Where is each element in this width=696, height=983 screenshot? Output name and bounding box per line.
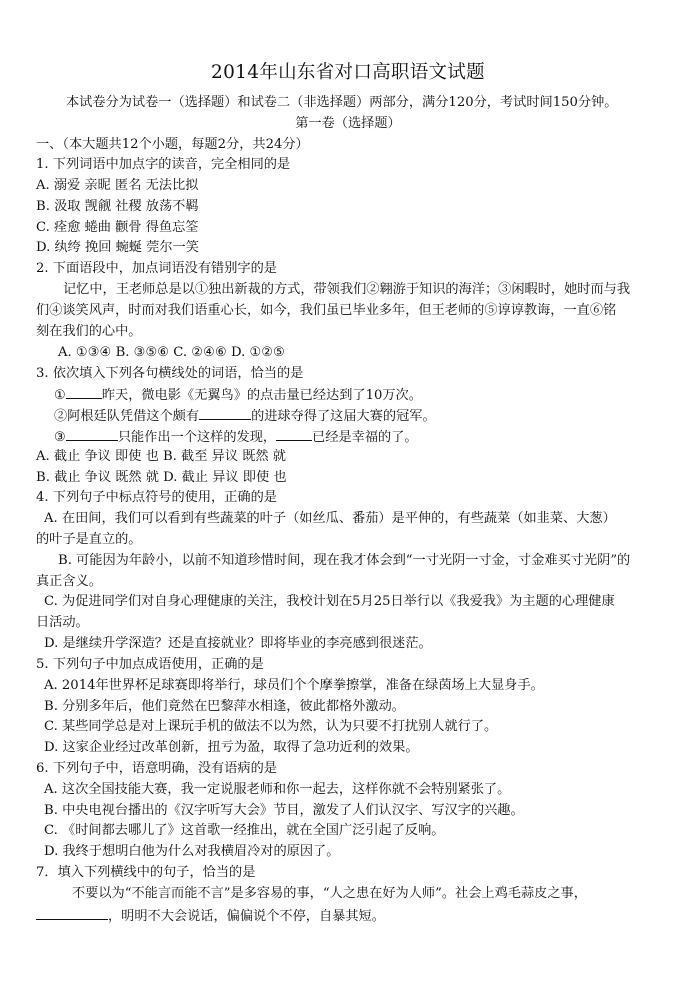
q3-options-cd: B. 截止 争议 既然 就 D. 截止 异议 即使 也: [36, 470, 287, 485]
q1-option-c: C. 痊愈 蜷曲 颧骨 得鱼忘筌: [36, 220, 199, 235]
answer-blank: [199, 405, 251, 420]
q6-option-d: D. 我终于想明白他为什么对我横眉冷对的原因了。: [44, 844, 340, 859]
q3-sentence-2: [54, 405, 436, 425]
answer-blank: [276, 426, 312, 441]
answer-blank: [66, 384, 102, 399]
q1-option-d: D. 纨绔 挽回 蜿蜒 莞尔一笑: [36, 240, 199, 255]
q7-stem: 7．填入下列横线中的句子，恰当的是: [36, 865, 256, 880]
page-title: 2014年山东省对口高职语文试题: [211, 62, 485, 83]
q3-s2-text-b: 的进球夺得了这届大赛的冠军。: [251, 409, 436, 424]
q3-sentence-3: [54, 426, 418, 446]
exam-intro: 本试卷分为试卷一（选择题）和试卷二（非选择题）两部分，满分120分，考试时间150分钟。: [66, 95, 618, 110]
q3-s1-label: ①: [54, 388, 66, 403]
q4-option-b-line2: 真正含义。: [36, 574, 102, 589]
q3-options-ab: A. 截止 争议 即使 也 B. 截至 异议 既然 就: [36, 449, 286, 464]
q6-option-c: C. 《时间都去哪儿了》这首歌一经推出，就在全国广泛引起了反响。: [44, 823, 445, 838]
q6-option-a: A. 这次全国技能大赛，我一定说服老师和你一起去，这样你就不会特别紧张了。: [44, 782, 511, 797]
q3-stem: 3. 依次填入下列各句横线处的词语，恰当的是: [36, 366, 304, 381]
q6-option-b: B. 中央电视台播出的《汉字听写大会》节目，激发了人们认汉字、写汉字的兴趣。: [44, 803, 524, 818]
part-title: 第一卷（选择题）: [295, 116, 401, 131]
q5-stem: 5. 下列句子中加点成语使用，正确的是: [36, 657, 264, 672]
q1-option-a: A. 溺爱 亲昵 匿名 无法比拟: [36, 178, 199, 193]
q4-option-b-line1: B. 可能因为年龄小，以前不知道珍惜时间，现在我才体会到“一寸光阴一寸金，寸金难买寸光阴”的: [58, 553, 631, 568]
answer-blank: [36, 905, 108, 920]
q4-option-a-line2: 的叶子是直立的。: [36, 532, 142, 547]
q2-passage-line2: 们④谈笑风声，时而对我们语重心长，如今，我们虽已毕业多年，但王老师的⑤谆谆教诲，一直⑥铭: [36, 303, 617, 318]
q3-s3-label: ③: [54, 430, 66, 445]
q3-s3-text-a: 只能作出一个这样的发现，: [117, 430, 277, 445]
q7-passage-text: ，明明不大会说话，偏偏说个不停，自暴其短。: [108, 909, 385, 924]
q5-option-c: C. 某些同学总是对上课玩手机的做法不以为然，认为只要不打扰别人就行了。: [44, 719, 498, 734]
q7-passage-line1: 不要以为“不能言而能不言”是多容易的事，“人之患在好为人师”。社会上鸡毛蒜皮之事，: [72, 886, 587, 901]
q1-option-b: B. 汲取 觊觎 社稷 放荡不羁: [36, 199, 199, 214]
q5-option-a: A. 2014年世界杯足球赛即将举行，球员们个个摩拳擦掌，准备在绿茵场上大显身手。: [44, 678, 544, 693]
q3-s3-text-b: 已经是幸福的了。: [312, 430, 418, 445]
q3-s1-text: 昨天，微电影《无翼鸟》的点击量已经达到了10万次。: [101, 388, 422, 403]
q5-option-b: B. 分别多年后，他们竟然在巴黎萍水相逢，彼此都格外激动。: [44, 699, 405, 714]
q3-s2-text-a: ②阿根廷队凭借这个颇有: [54, 409, 200, 424]
q2-passage-line3: 刻在我们的心中。: [36, 324, 142, 339]
q4-option-a-line1: A. 在田间，我们可以看到有些蔬菜的叶子（如丝瓜、番茄）是平伸的，有些蔬菜（如韭菜、大葱）: [44, 511, 616, 526]
q6-stem: 6. 下列句子中，语意明确，没有语病的是: [36, 761, 277, 776]
q1-stem: 1. 下列词语中加点字的读音，完全相同的是: [36, 157, 291, 172]
answer-blank: [66, 426, 118, 441]
q2-passage-line1: 记忆中，王老师总是以①独出新裁的方式，带领我们②翱游于知识的海洋；③闲暇时，她时而与我: [63, 282, 631, 297]
q7-passage-line2: [36, 905, 385, 925]
q4-option-c-line1: C. 为促进同学们对自身心理健康的关注，我校计划在5月25日举行以《我爱我》为主题的心理健康: [44, 594, 615, 609]
q5-option-d: D. 这家企业经过改革创新，扭亏为盈，取得了急功近利的效果。: [44, 740, 419, 755]
q4-stem: 4. 下列句子中标点符号的使用，正确的是: [36, 490, 277, 505]
q2-options: A. ①③④ B. ③⑤⑥ C. ②④⑥ D. ①②⑤: [58, 345, 285, 360]
q4-option-d: D. 是继续升学深造？还是直接就业？即将毕业的李亮感到很迷茫。: [44, 636, 432, 651]
q3-sentence-1: [54, 384, 422, 404]
section-heading: 一、（本大题共12个小题，每题2分，共24分）: [36, 137, 309, 152]
q4-option-c-line2: 日活动。: [36, 615, 89, 630]
q2-stem: 2. 下面语段中，加点词语没有错别字的是: [36, 261, 277, 276]
